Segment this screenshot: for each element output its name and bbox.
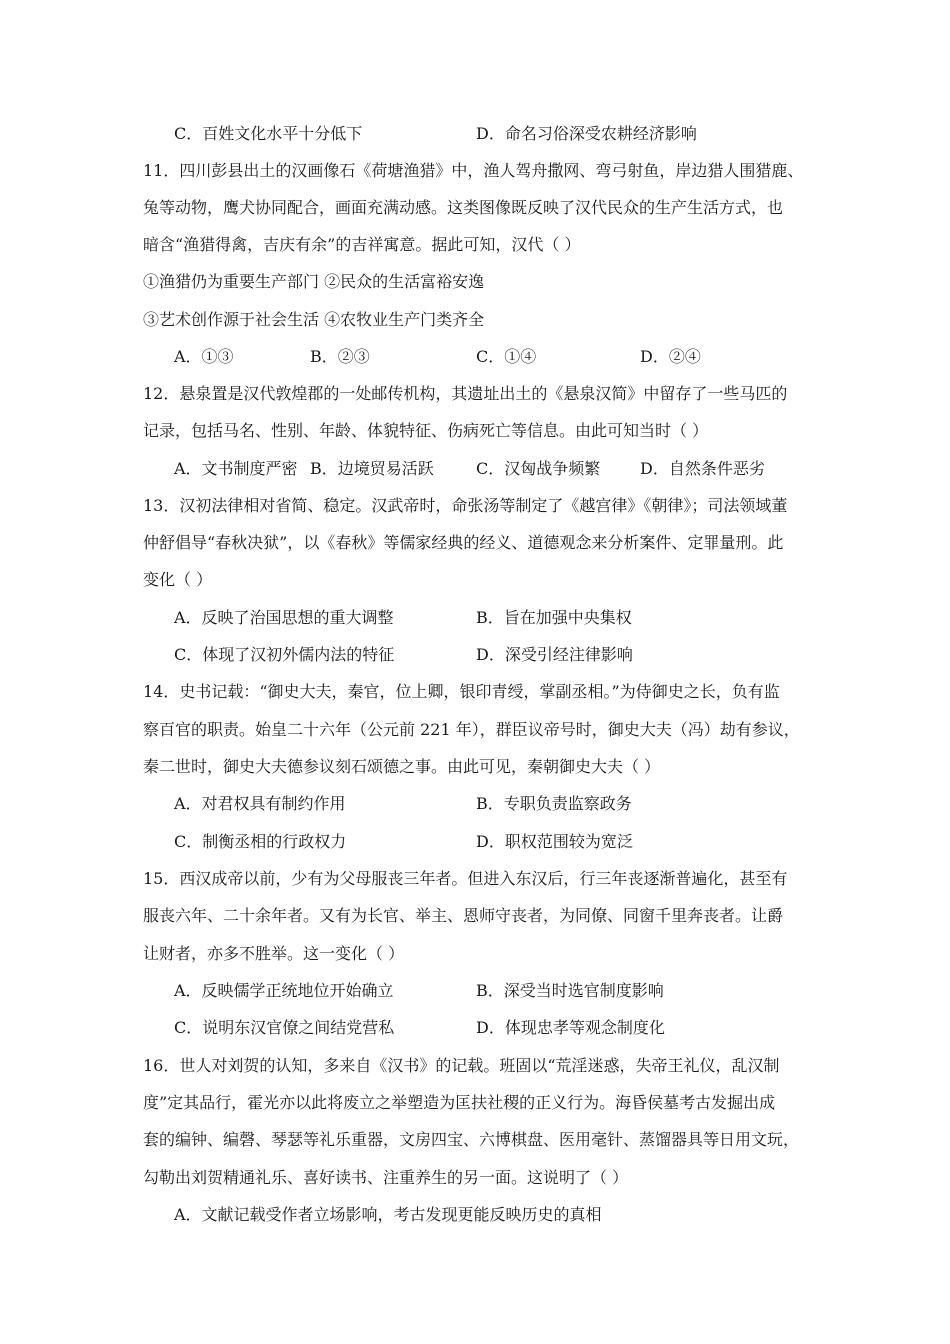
q14-option-a: A．对君权具有制约作用	[174, 794, 346, 813]
q10-option-c: C．百姓文化水平十分低下	[174, 124, 363, 143]
q14-option-b: B．专职负责监察政务	[476, 794, 632, 813]
q14-option-c: C．制衡丞相的行政权力	[174, 832, 347, 851]
q14-stem-line-3: 秦二世时，御史大夫德参议刻石颂德之事。由此可见，秦朝御史大夫（ ）	[143, 757, 661, 776]
q13-option-c: C．体现了汉初外儒内法的特征	[174, 645, 395, 664]
q15-option-a: A．反映儒学正统地位开始确立	[174, 981, 394, 1000]
q15-stem-line-1: 15．西汉成帝以前，少有为父母服丧三年者。但进入东汉后，行三年丧逐渐普遍化，甚至有	[143, 869, 788, 888]
q12-stem-line-2: 记录，包括马名、性别、年龄、体貌特征、伤病死亡等信息。由此可知当时（ ）	[143, 421, 709, 440]
q13-stem-line-2: 仲舒倡导“春秋决狱”，以《春秋》等儒家经典的经义、道德观念来分析案件、定罪量刑。此	[143, 533, 784, 552]
q12-option-c: C．汉匈战争频繁	[476, 459, 601, 478]
q16-stem-line-2: 度”定其品行，霍光亦以此将废立之举塑造为匡扶社稷的正义行为。海昏侯墓考古发掘出成	[143, 1093, 776, 1112]
q13-option-a: A．反映了治国思想的重大调整	[174, 608, 394, 627]
q11-option-d: D．②④	[640, 347, 701, 366]
q12-option-a: A．文书制度严密	[174, 459, 298, 478]
q16-option-a: A．文献记载受作者立场影响，考古发现更能反映历史的真相	[174, 1205, 602, 1224]
q13-stem-line-3: 变化（ ）	[143, 570, 213, 589]
q15-stem-line-2: 服丧六年、二十余年者。又有为长官、举主、恩师守丧者，为同僚、同窗千里奔丧者。让爵	[143, 906, 784, 925]
q11-stem-line-2: 兔等动物，鹰犬协同配合，画面充满动感。这类图像既反映了汉代民众的生产生活方式，也	[143, 198, 784, 217]
q13-stem-line-1: 13．汉初法律相对省简、稳定。汉武帝时，命张汤等制定了《越宫律》《朝律》；司法领域董	[143, 496, 788, 515]
q15-option-b: B．深受当时选官制度影响	[476, 981, 664, 1000]
q15-option-c: C．说明东汉官僚之间结党营私	[174, 1018, 395, 1037]
q11-option-b: B．②③	[310, 347, 370, 366]
q11-option-a: A．①③	[174, 347, 234, 366]
q12-option-d: D．自然条件恶劣	[640, 459, 765, 478]
q11-stem-line-3: 暗含“渔猎得禽，吉庆有余”的吉祥寓意。据此可知，汉代（ ）	[143, 235, 581, 254]
q11-statements-line-2: ③艺术创作源于社会生活 ④农牧业生产门类齐全	[143, 310, 485, 329]
q12-stem-line-1: 12．悬泉置是汉代敦煌郡的一处邮传机构，其遗址出土的《悬泉汉简》中留存了一些马匹的	[143, 384, 788, 403]
q13-option-d: D．深受引经注律影响	[476, 645, 633, 664]
q11-stem-line-1: 11．四川彭县出土的汉画像石《荷塘渔猎》中，渔人驾舟撒网、弯弓射鱼，岸边猎人围猎鹿、	[143, 161, 804, 180]
q11-statements-line-1: ①渔猎仍为重要生产部门 ②民众的生活富裕安逸	[143, 272, 485, 291]
q16-stem-line-1: 16．世人对刘贺的认知，多来自《汉书》的记载。班固以“荒淫迷惑，失帝王礼仪，乱汉制	[143, 1056, 780, 1075]
q16-stem-line-3: 套的编钟、编磬、琴瑟等礼乐重器，文房四宝、六博棋盘、医用毫针、蒸馏器具等日用文玩，	[143, 1130, 800, 1149]
q13-option-b: B．旨在加强中央集权	[476, 608, 632, 627]
q16-stem-line-4: 勾勒出刘贺精通礼乐、喜好读书、注重养生的另一面。这说明了（ ）	[143, 1168, 629, 1187]
q14-stem-line-1: 14．史书记载：“御史大夫，秦官，位上卿，银印青绶，掌副丞相。”为侍御史之长，负有监	[143, 682, 780, 701]
q12-option-b: B．边境贸易活跃	[310, 459, 434, 478]
q15-option-d: D．体现忠孝等观念制度化	[476, 1018, 665, 1037]
q11-option-c: C．①④	[476, 347, 537, 366]
q14-stem-line-2: 察百官的职责。始皇二十六年（公元前 221 年），群臣议帝号时，御史大夫（冯）劫有参议，	[143, 720, 800, 739]
q14-option-d: D．职权范围较为宽泛	[476, 832, 633, 851]
q15-stem-line-3: 让财者，亦多不胜举。这一变化（ ）	[143, 944, 405, 963]
q10-option-d: D．命名习俗深受农耕经济影响	[476, 124, 697, 143]
